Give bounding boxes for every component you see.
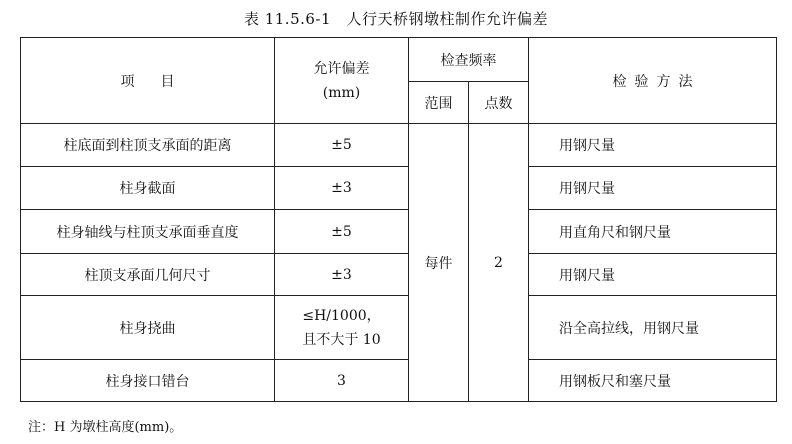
table-row — [21, 210, 777, 254]
row-item: 柱身挠曲 — [21, 296, 275, 360]
row-method: 用钢尺量 — [529, 124, 777, 167]
header-method-label: 检验方法 — [612, 73, 701, 90]
header-method — [529, 38, 777, 124]
row-tolerance: ±3 — [275, 167, 409, 210]
table-row — [21, 254, 777, 296]
table-row — [21, 296, 777, 360]
row-method: 用钢尺量 — [529, 254, 777, 296]
header-tolerance-unit: (mm) — [322, 84, 361, 101]
table-row — [21, 360, 777, 402]
row-method: 沿全高拉线，用钢尺量 — [529, 296, 777, 360]
tolerance-table — [20, 37, 777, 402]
row-tolerance-line2: 且不大于 10 — [302, 331, 381, 348]
range-value: 每件 — [409, 124, 469, 402]
header-tolerance — [275, 38, 409, 124]
points-value: 2 — [469, 124, 529, 402]
header-row-1 — [21, 38, 777, 82]
header-item-label: 项目 — [120, 73, 201, 90]
table-row — [21, 167, 777, 210]
header-tolerance-label: 允许偏差 — [313, 60, 370, 77]
row-tolerance: ±5 — [275, 124, 409, 167]
row-method: 用钢尺量 — [529, 167, 777, 210]
table-title: 表 11.5.6-1 人行天桥钢墩柱制作允许偏差 — [243, 10, 549, 28]
header-range: 范围 — [409, 82, 469, 124]
row-method: 用钢板尺和塞尺量 — [529, 360, 777, 402]
table-note: 注：H 为墩柱高度(mm)。 — [28, 420, 183, 435]
row-item: 柱身截面 — [21, 167, 275, 210]
row-tolerance: ±3 — [275, 254, 409, 296]
row-item: 柱顶支承面几何尺寸 — [21, 254, 275, 296]
row-tolerance-line1: ≤H/1000， — [302, 307, 381, 324]
header-points: 点数 — [469, 82, 529, 124]
row-item: 柱身轴线与柱顶支承面垂直度 — [21, 210, 275, 254]
row-tolerance: 3 — [275, 360, 409, 402]
header-frequency: 检查频率 — [409, 38, 529, 82]
row-method: 用直角尺和钢尺量 — [529, 210, 777, 254]
table-row — [21, 124, 777, 167]
row-tolerance — [275, 296, 409, 360]
row-item: 柱身接口错台 — [21, 360, 275, 402]
header-item — [21, 38, 275, 124]
row-item: 柱底面到柱顶支承面的距离 — [21, 124, 275, 167]
row-tolerance: ±5 — [275, 210, 409, 254]
